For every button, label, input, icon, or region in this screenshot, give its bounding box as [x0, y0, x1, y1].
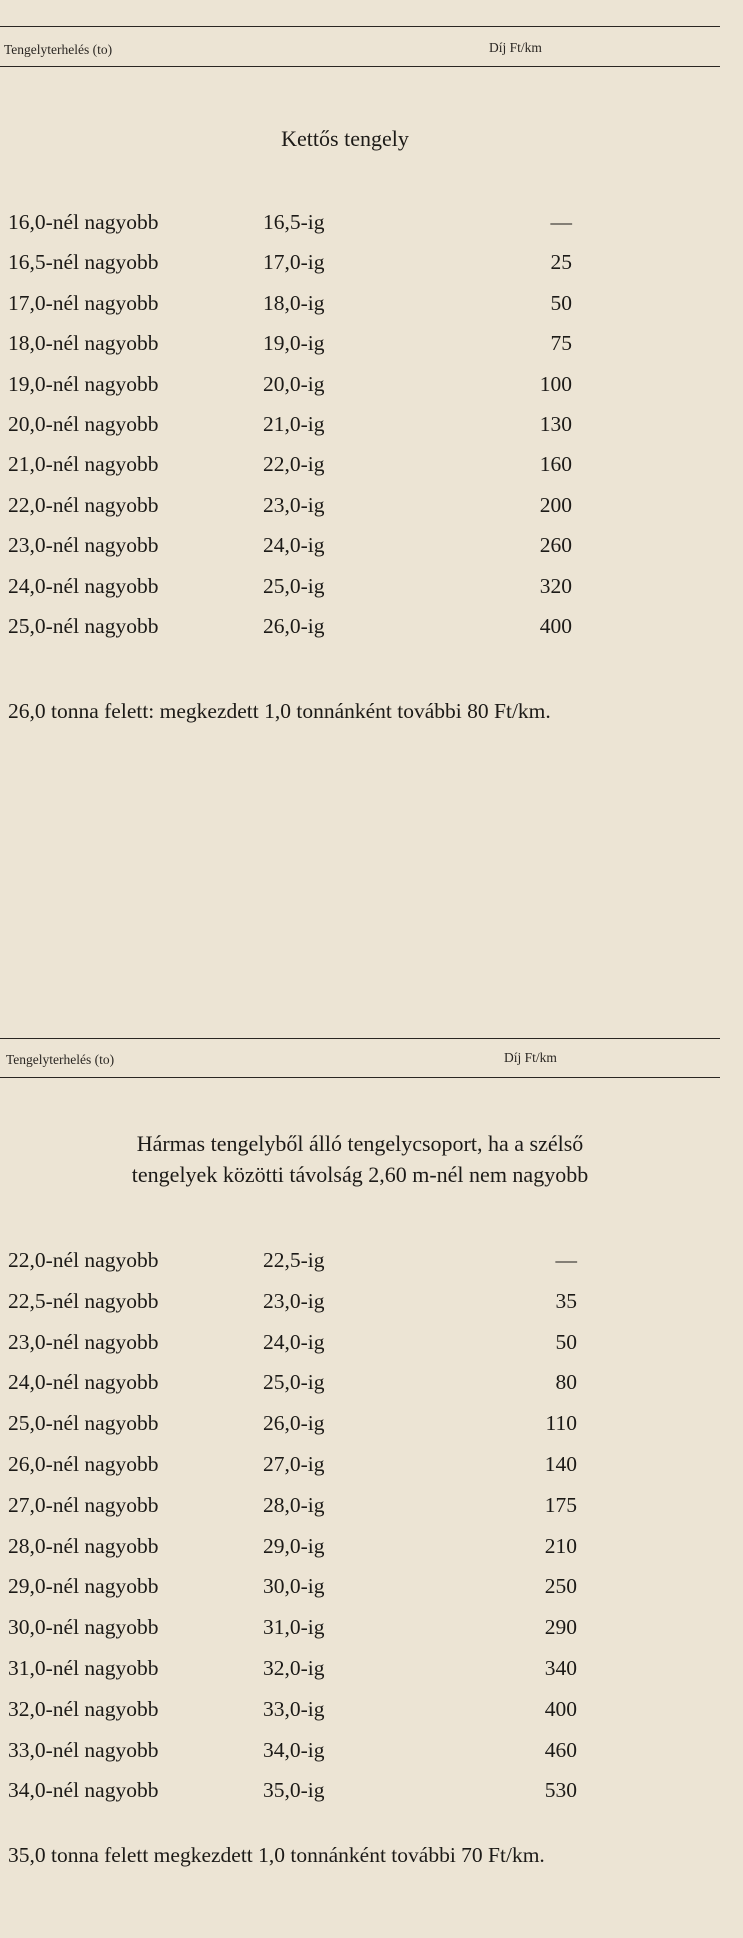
- table-row: [8, 1656, 728, 1697]
- section-title-triple-axle: [0, 1128, 720, 1190]
- lower-bound-cell: 24,0-nél nagyobb: [8, 1370, 159, 1395]
- table-row: [8, 574, 728, 614]
- fee-cell: 320: [539, 573, 572, 598]
- fee-cell: 530: [544, 1778, 577, 1803]
- table-row: [8, 1248, 728, 1289]
- fee-cell: 210: [544, 1533, 577, 1558]
- table-row: [8, 1697, 728, 1738]
- upper-bound-cell: 31,0-ig: [263, 1615, 325, 1640]
- fee-cell: 260: [539, 533, 572, 558]
- table-row: [8, 372, 728, 412]
- lower-bound-cell: 34,0-nél nagyobb: [8, 1778, 159, 1803]
- section-title-line-1: Hármas tengelyből álló tengelycsoport, ha a szélső: [136, 1131, 584, 1156]
- upper-bound-cell: 21,0-ig: [263, 411, 325, 436]
- table-row: [8, 412, 728, 452]
- lower-bound-cell: 16,5-nél nagyobb: [8, 250, 159, 275]
- upper-bound-cell: 34,0-ig: [263, 1737, 325, 1762]
- upper-bound-cell: 18,0-ig: [263, 290, 325, 315]
- lower-bound-cell: 23,0-nél nagyobb: [8, 1329, 159, 1354]
- fee-cell: 110: [545, 1411, 577, 1436]
- fee-cell: 400: [539, 613, 572, 638]
- fee-cell: 400: [544, 1696, 577, 1721]
- upper-bound-cell: 25,0-ig: [263, 1370, 325, 1395]
- header-rule-bottom-1: [0, 66, 720, 67]
- section-title-double-axle: Kettős tengely: [281, 126, 409, 151]
- table-row: [8, 1738, 728, 1779]
- fee-cell: 460: [544, 1737, 577, 1762]
- upper-bound-cell: 24,0-ig: [263, 1329, 325, 1354]
- upper-bound-cell: 24,0-ig: [263, 533, 325, 558]
- fee-cell: 75: [550, 331, 572, 356]
- header-rule-top-2: [0, 1038, 720, 1039]
- upper-bound-cell: 27,0-ig: [263, 1451, 325, 1476]
- table-row: [8, 1574, 728, 1615]
- upper-bound-cell: 29,0-ig: [263, 1533, 325, 1558]
- upper-bound-cell: 28,0-ig: [263, 1492, 325, 1517]
- upper-bound-cell: 30,0-ig: [263, 1574, 325, 1599]
- lower-bound-cell: 18,0-nél nagyobb: [8, 331, 159, 356]
- fee-cell: —: [550, 210, 572, 234]
- fee-cell: 340: [544, 1655, 577, 1680]
- upper-bound-cell: 33,0-ig: [263, 1696, 325, 1721]
- upper-bound-cell: 16,5-ig: [263, 210, 325, 234]
- fee-cell: 80: [555, 1370, 577, 1395]
- fee-cell: 160: [539, 452, 572, 477]
- table-row: [8, 250, 728, 290]
- lower-bound-cell: 21,0-nél nagyobb: [8, 452, 159, 477]
- axle-load-column-header-2: Tengelyterhelés (to): [6, 1052, 115, 1067]
- fee-cell: 130: [539, 411, 572, 436]
- lower-bound-cell: 16,0-nél nagyobb: [8, 210, 159, 234]
- upper-bound-cell: 22,0-ig: [263, 452, 325, 477]
- table-row: [8, 1330, 728, 1371]
- lower-bound-cell: 23,0-nél nagyobb: [8, 533, 159, 558]
- section-title-line-2: tengelyek közötti távolság 2,60 m-nél nem nagyobb: [131, 1162, 589, 1187]
- table-row: [8, 1493, 728, 1534]
- table-row: [8, 291, 728, 331]
- upper-bound-cell: 17,0-ig: [263, 250, 325, 275]
- fee-cell: —: [555, 1248, 577, 1272]
- upper-bound-cell: 26,0-ig: [263, 613, 325, 638]
- note-double-axle: 26,0 tonna felett: megkezdett 1,0 tonnánként további 80 Ft/km.: [8, 699, 551, 723]
- lower-bound-cell: 32,0-nél nagyobb: [8, 1696, 159, 1721]
- upper-bound-cell: 23,0-ig: [263, 1288, 325, 1313]
- upper-bound-cell: 19,0-ig: [263, 331, 325, 356]
- axle-load-column-header-1: Tengelyterhelés (to): [4, 42, 113, 57]
- table-row: [8, 1615, 728, 1656]
- fee-cell: 175: [544, 1492, 577, 1517]
- lower-bound-cell: 25,0-nél nagyobb: [8, 613, 159, 638]
- lower-bound-cell: 17,0-nél nagyobb: [8, 290, 159, 315]
- lower-bound-cell: 20,0-nél nagyobb: [8, 411, 159, 436]
- lower-bound-cell: 28,0-nél nagyobb: [8, 1533, 159, 1558]
- fee-cell: 35: [555, 1288, 577, 1313]
- table-row: [8, 1778, 728, 1819]
- table-row: [8, 493, 728, 533]
- table-row: [8, 331, 728, 371]
- table-row: [8, 452, 728, 492]
- fee-cell: 50: [555, 1329, 577, 1354]
- fee-cell: 140: [544, 1451, 577, 1476]
- lower-bound-cell: 25,0-nél nagyobb: [8, 1411, 159, 1436]
- upper-bound-cell: 22,5-ig: [263, 1248, 325, 1272]
- table-row: [8, 614, 728, 654]
- lower-bound-cell: 33,0-nél nagyobb: [8, 1737, 159, 1762]
- table-row: [8, 1534, 728, 1575]
- fee-cell: 200: [539, 492, 572, 517]
- header-rule-bottom-2: [0, 1077, 720, 1078]
- fee-cell: 290: [544, 1615, 577, 1640]
- upper-bound-cell: 20,0-ig: [263, 371, 325, 396]
- fee-cell: 25: [550, 250, 572, 275]
- fee-cell: 50: [550, 290, 572, 315]
- lower-bound-cell: 30,0-nél nagyobb: [8, 1615, 159, 1640]
- upper-bound-cell: 32,0-ig: [263, 1655, 325, 1680]
- lower-bound-cell: 22,0-nél nagyobb: [8, 492, 159, 517]
- lower-bound-cell: 24,0-nél nagyobb: [8, 573, 159, 598]
- fee-cell: 250: [544, 1574, 577, 1599]
- header-rule-top-1: [0, 26, 720, 27]
- table-row: [8, 1411, 728, 1452]
- fee-column-header-2: Díj Ft/km: [504, 1050, 557, 1065]
- lower-bound-cell: 22,0-nél nagyobb: [8, 1248, 159, 1272]
- fee-cell: 100: [539, 371, 572, 396]
- table-row: [8, 1289, 728, 1330]
- table-row: [8, 533, 728, 573]
- table-row: [8, 1370, 728, 1411]
- fee-column-header-1: Díj Ft/km: [489, 40, 542, 55]
- upper-bound-cell: 35,0-ig: [263, 1778, 325, 1803]
- lower-bound-cell: 31,0-nél nagyobb: [8, 1655, 159, 1680]
- note-triple-axle: 35,0 tonna felett megkezdett 1,0 tonnánként további 70 Ft/km.: [8, 1843, 545, 1867]
- lower-bound-cell: 29,0-nél nagyobb: [8, 1574, 159, 1599]
- upper-bound-cell: 26,0-ig: [263, 1411, 325, 1436]
- fee-table-double-axle: [8, 210, 728, 654]
- fee-table-triple-axle: [8, 1248, 728, 1819]
- lower-bound-cell: 27,0-nél nagyobb: [8, 1492, 159, 1517]
- upper-bound-cell: 23,0-ig: [263, 492, 325, 517]
- lower-bound-cell: 19,0-nél nagyobb: [8, 371, 159, 396]
- lower-bound-cell: 22,5-nél nagyobb: [8, 1288, 159, 1313]
- table-row: [8, 1452, 728, 1493]
- lower-bound-cell: 26,0-nél nagyobb: [8, 1451, 159, 1476]
- upper-bound-cell: 25,0-ig: [263, 573, 325, 598]
- table-row: [8, 210, 728, 250]
